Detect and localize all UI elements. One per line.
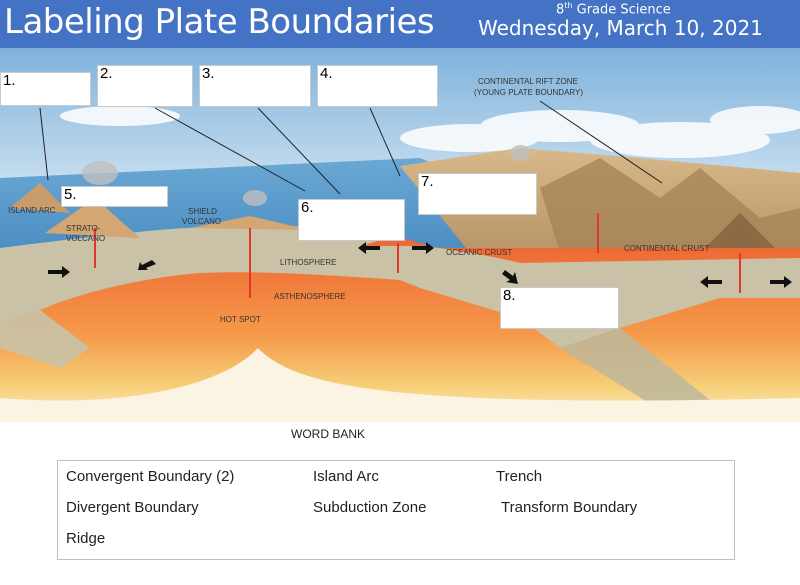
answer-box-number: 6. xyxy=(301,199,314,216)
answer-box-3[interactable] xyxy=(199,65,311,107)
word-bank-term: Transform Boundary xyxy=(501,499,638,516)
answer-box-number: 1. xyxy=(3,72,16,89)
grade-subject-text: Grade Science xyxy=(572,2,671,18)
word-bank-term: Subduction Zone xyxy=(313,499,427,516)
asthenosphere-label: ASTHENOSPHERE xyxy=(274,292,346,301)
shield-volcano-label-2: VOLCANO xyxy=(182,217,222,226)
grade-suffix: th xyxy=(564,1,573,10)
continental-crust-label: CONTINENTAL CRUST xyxy=(624,244,710,253)
strato-volcano-label-1: STRATO- xyxy=(66,224,101,233)
word-bank-term: Island Arc xyxy=(313,468,379,485)
answer-box-8[interactable] xyxy=(500,287,619,329)
hot-spot-label: HOT SPOT xyxy=(220,315,261,324)
page-title: Labeling Plate Boundaries xyxy=(4,2,435,42)
word-bank-term: Ridge xyxy=(66,530,106,547)
answer-box-number: 4. xyxy=(320,65,333,82)
lesson-date: Wednesday, March 10, 2021 xyxy=(478,16,763,40)
rift-zone-label-2: (YOUNG PLATE BOUNDARY) xyxy=(474,88,584,97)
oceanic-crust-label: OCEANIC CRUST xyxy=(446,248,513,257)
answer-box-2[interactable] xyxy=(97,65,193,107)
answer-box-number: 3. xyxy=(202,65,215,82)
answer-box-4[interactable] xyxy=(317,65,438,107)
answer-box-number: 8. xyxy=(503,287,516,304)
answer-box-6[interactable] xyxy=(298,199,405,241)
strato-volcano-label-2: VOLCANO xyxy=(66,234,106,243)
answer-box-7[interactable] xyxy=(418,173,537,215)
answer-box-1[interactable] xyxy=(0,72,91,106)
rift-zone-label-1: CONTINENTAL RIFT ZONE xyxy=(478,77,578,86)
grade-subject xyxy=(556,1,671,17)
lithosphere-label: LITHOSPHERE xyxy=(280,258,337,267)
word-bank-term: Divergent Boundary xyxy=(66,499,199,516)
answer-box-5[interactable] xyxy=(61,186,168,207)
word-bank-term: Trench xyxy=(496,468,543,485)
answer-box-number: 7. xyxy=(421,173,434,190)
word-bank-term: Convergent Boundary (2) xyxy=(66,468,235,485)
answer-box-number: 2. xyxy=(100,65,113,82)
answer-box-number: 5. xyxy=(64,186,77,203)
word-bank-title: WORD BANK xyxy=(291,427,366,441)
word-bank xyxy=(57,460,735,560)
shield-volcano-label-1: SHIELD xyxy=(188,207,217,216)
island-arc-label: ISLAND ARC xyxy=(8,206,56,215)
grade-number: 8 xyxy=(556,2,565,18)
header-banner xyxy=(0,0,800,48)
